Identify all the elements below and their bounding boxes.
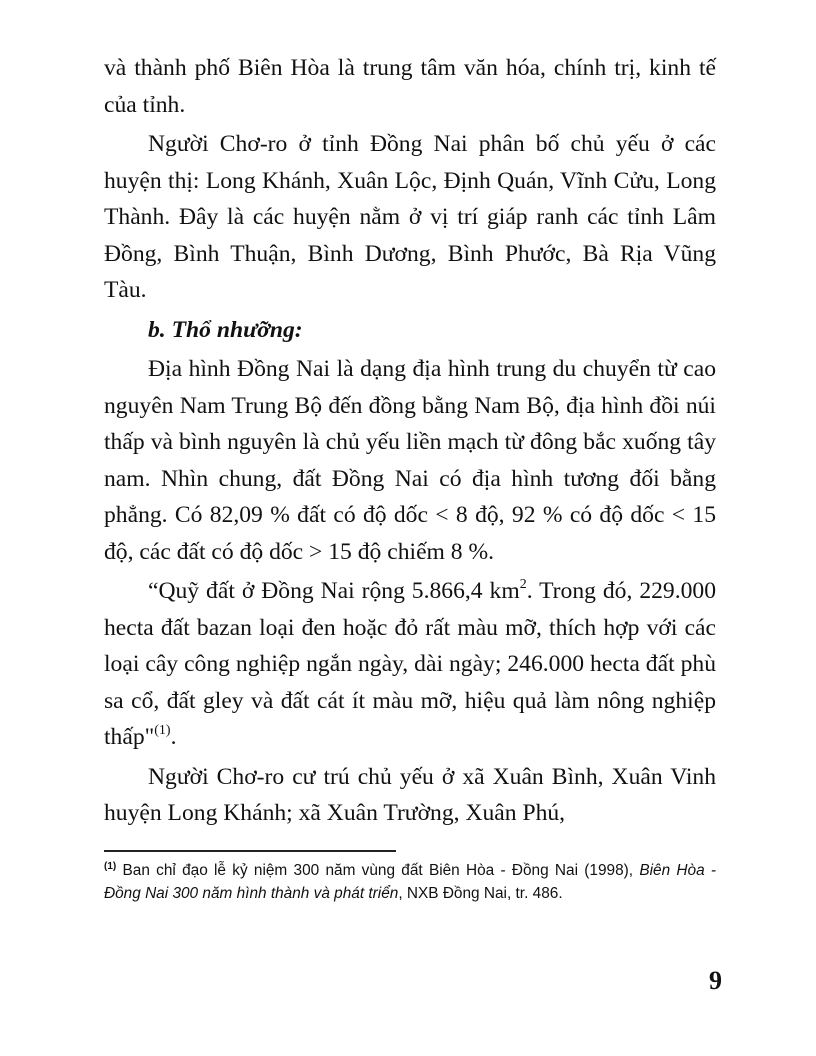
paragraph-4-quote	[104, 573, 716, 756]
paragraph-3: Địa hình Đồng Nai là dạng địa hình trung du chuyển từ cao nguyên Nam Trung Bộ đến đồng bằng Nam Bộ, địa hình đồi núi thấp và bình nguyên là chủ yếu liền mạch từ đông bắc xuống tây nam. Nhìn chung, đất Đồng Nai có địa hình tương đối bằng phẳng. Có 82,09 % đất có độ dốc < 8 độ, 92 % có độ dốc < 15 độ, các đất có độ dốc > 15 độ chiếm 8 %.	[104, 356, 716, 565]
body-text	[104, 50, 716, 832]
section-heading: b. Thổ nhưỡng:	[148, 316, 303, 343]
quote-text-b: . Trong đó, 229.000 hecta đất bazan loại đen hoặc đỏ rất màu mỡ, thích hợp với các loại cây công nghiệp ngắn ngày, dài ngày; 246.000 hecta đất phù sa cổ, đất gley và đất cát ít màu mỡ, hiệu quả làm nông nghiệp thấp"	[104, 578, 716, 750]
quote-text-a: “Quỹ đất ở Đồng Nai rộng 5.866,4 km	[148, 578, 520, 604]
footnote	[104, 859, 716, 905]
footnote-ref: (1)	[154, 723, 171, 738]
superscript-2: 2	[519, 577, 527, 592]
page-number: 9	[709, 966, 722, 995]
quote-end: .	[170, 724, 177, 750]
footnote-divider	[104, 850, 396, 852]
footnote-text-b: , NXB Đồng Nai, tr. 486.	[398, 885, 563, 902]
footnote-book-title: Biên Hòa - Đồng Nai 300 năm hình thành và phát triển	[104, 862, 717, 902]
footnote-text-a: Ban chỉ đạo lễ kỷ niệm 300 năm vùng đất Biên Hòa - Đồng Nai (1998),	[116, 862, 640, 879]
paragraph-1: và thành phố Biên Hòa là trung tâm văn hóa, chính trị, kinh tế của tỉnh.	[104, 55, 716, 118]
footnote-marker: (1)	[104, 861, 117, 872]
paragraph-5: Người Chơ-ro cư trú chủ yếu ở xã Xuân Bình, Xuân Vinh huyện Long Khánh; xã Xuân Trường, Xuân Phú,	[104, 763, 716, 826]
paragraph-2: Người Chơ-ro ở tỉnh Đồng Nai phân bố chủ yếu ở các huyện thị: Long Khánh, Xuân Lộc, Định Quán, Vĩnh Cửu, Long Thành. Đây là các huyện nằm ở vị trí giáp ranh các tỉnh Lâm Đồng, Bình Thuận, Bình Dương, Bình Phước, Bà Rịa Vũng Tàu.	[104, 131, 716, 303]
